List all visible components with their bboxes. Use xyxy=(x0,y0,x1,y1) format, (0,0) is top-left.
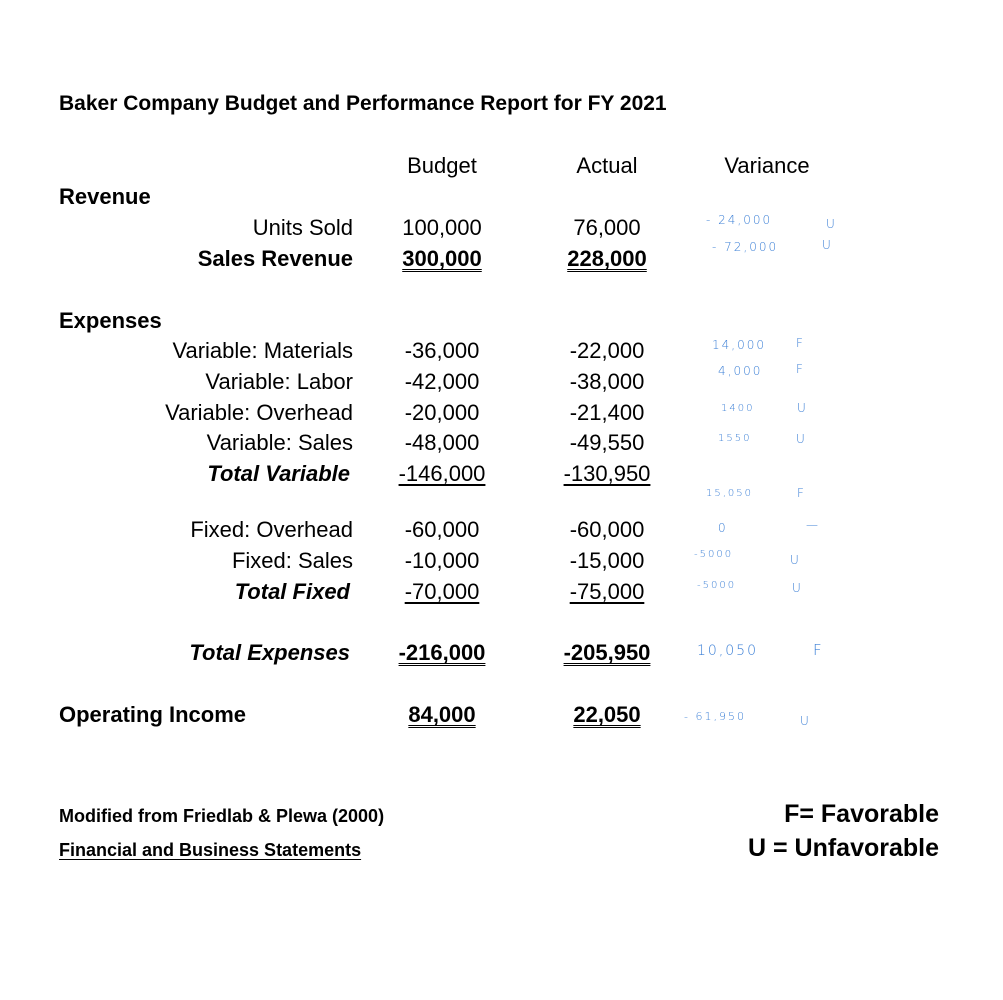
variance-note: -5000 xyxy=(694,549,734,560)
actual-value: -22,000 xyxy=(569,338,645,363)
actual-value: 22,050 xyxy=(573,702,641,727)
variance-note: 1400 xyxy=(721,403,755,414)
row-label: Fixed: Sales xyxy=(231,548,353,573)
row-label: Sales Revenue xyxy=(197,246,353,271)
budget-value: -42,000 xyxy=(404,369,480,394)
variance-flag: F xyxy=(796,362,803,376)
budget-value: 100,000 xyxy=(402,215,482,240)
budget-value: 300,000 xyxy=(402,246,482,271)
variance-flag: U xyxy=(797,401,806,415)
row-label: Units Sold xyxy=(252,215,353,240)
actual-value: -38,000 xyxy=(569,369,645,394)
variance-note: - 72,000 xyxy=(712,240,779,254)
column-header-budget: Budget xyxy=(407,153,477,178)
legend-unfavorable: U = Unfavorable xyxy=(747,834,939,862)
row-label: Total Expenses xyxy=(189,640,350,665)
actual-value: -21,400 xyxy=(569,400,645,425)
budget-value: -48,000 xyxy=(404,430,480,455)
variance-note: 0 xyxy=(718,521,728,535)
budget-value: -60,000 xyxy=(404,517,480,542)
actual-value: -49,550 xyxy=(569,430,645,455)
actual-value: -205,950 xyxy=(563,640,651,665)
source-citation: Modified from Friedlab & Plewa (2000) xyxy=(59,806,385,826)
budget-value: 84,000 xyxy=(408,702,476,727)
actual-value: -130,950 xyxy=(563,461,651,486)
variance-flag: U xyxy=(826,217,835,231)
variance-flag: U xyxy=(800,714,809,728)
actual-value: -15,000 xyxy=(569,548,645,573)
report-title: Baker Company Budget and Performance Report for FY 2021 xyxy=(59,92,667,115)
row-label: Fixed: Overhead xyxy=(190,517,353,542)
variance-flag: U xyxy=(796,432,805,446)
row-label: Total Fixed xyxy=(234,579,350,604)
actual-value: 228,000 xyxy=(567,246,647,271)
row-label: Variable: Overhead xyxy=(165,400,353,425)
actual-value: -75,000 xyxy=(569,579,645,604)
row-label: Operating Income xyxy=(59,702,247,727)
variance-flag: — xyxy=(806,518,818,532)
section-heading-revenue: Revenue xyxy=(59,184,151,209)
row-label: Variable: Sales xyxy=(206,430,353,455)
actual-value: 76,000 xyxy=(573,215,641,240)
variance-note: -5000 xyxy=(697,580,737,591)
budget-value: -146,000 xyxy=(398,461,486,486)
variance-note: 15,050 xyxy=(706,488,753,499)
variance-flag: F xyxy=(813,641,822,659)
actual-value: -60,000 xyxy=(569,517,645,542)
row-label: Variable: Materials xyxy=(172,338,353,363)
variance-flag: F xyxy=(796,336,803,350)
budget-value: -36,000 xyxy=(404,338,480,363)
row-label: Variable: Labor xyxy=(205,369,353,394)
budget-value: -216,000 xyxy=(398,640,486,665)
column-header-variance: Variance xyxy=(724,153,810,178)
row-label: Total Variable xyxy=(207,461,350,486)
variance-note: 1550 xyxy=(718,433,752,444)
legend-favorable: F= Favorable xyxy=(784,800,939,828)
variance-note: 14,000 xyxy=(712,338,766,352)
variance-note: - 61,950 xyxy=(684,710,746,723)
variance-flag: F xyxy=(797,486,804,500)
variance-note: - 24,000 xyxy=(706,213,773,227)
variance-note: 4,000 xyxy=(718,364,763,378)
variance-flag: U xyxy=(790,553,799,567)
section-heading-expenses: Expenses xyxy=(59,308,162,333)
variance-flag: U xyxy=(792,581,801,595)
variance-flag: U xyxy=(822,238,831,252)
budget-value: -70,000 xyxy=(404,579,480,604)
budget-value: -20,000 xyxy=(404,400,480,425)
source-title: Financial and Business Statements xyxy=(59,840,362,860)
budget-value: -10,000 xyxy=(404,548,480,573)
variance-note: 10,050 xyxy=(697,643,758,659)
column-header-actual: Actual xyxy=(576,153,638,178)
